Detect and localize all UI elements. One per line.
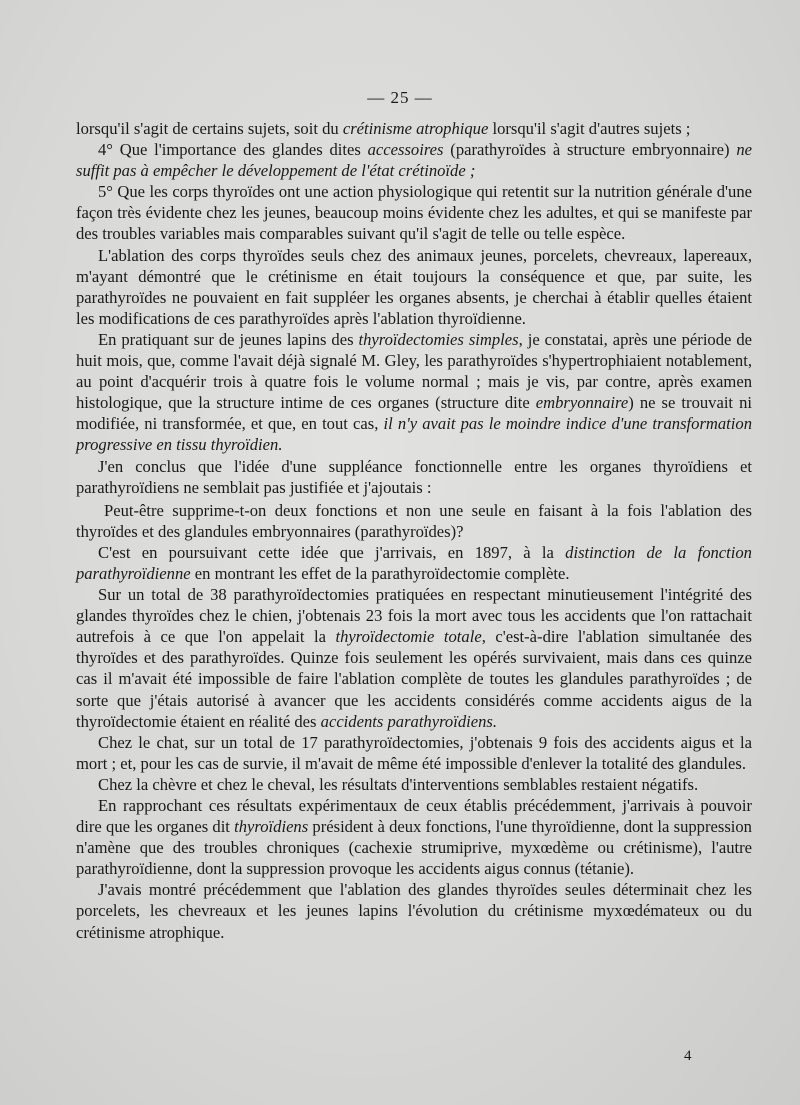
text-run: J'avais montré précédemment que l'ablation des glandes thyroïdes seules déterminait chez les porcelets, les chevreaux et les jeunes lapins l'évolution du crétinisme myxœdémateux ou du crétinisme atrophique. <box>76 880 752 942</box>
text-run: En pratiquant sur de jeunes lapins des <box>98 329 359 349</box>
paragraph <box>76 118 752 139</box>
paragraph <box>76 181 752 244</box>
text-run: , c'est-à-dire l'ablation simultanée des thyroïdes et des parathyroïdes. Quinze fois seulement les opérés survivaient, mais dans ces quinze cas il m'avait été impossible de faire l'ablation complète de toutes les glandules parathyroïdes ; de sorte que j'étais autorisé à avancer que les accidents considérés comme accidents aigus de la thyroïdectomie étaient en réalité des <box>76 627 752 731</box>
italic-text: thyroïdectomie totale <box>335 627 482 647</box>
text-run: (parathyroïdes à structure embryonnaire) <box>443 140 737 160</box>
paragraph <box>76 879 752 942</box>
italic-text: embryonnaire <box>535 393 629 413</box>
text-run: J'en conclus que l'idée d'une suppléance fonctionnelle entre les organes thyroïdiens et parathyroïdiens ne semblait pas justifiée et j'ajoutais : <box>76 456 752 497</box>
paragraph <box>76 456 752 498</box>
text-run: lorsqu'il s'agit d'autres sujets ; <box>488 119 691 138</box>
text-run: lorsqu'il s'agit de certains sujets, soit du <box>76 119 343 138</box>
page-number: — 25 — <box>367 88 433 107</box>
paragraph <box>76 795 752 879</box>
text-run: C'est en poursuivant cette idée que j'arrivais, en 1897, à la <box>98 542 566 562</box>
italic-text: crétinisme atrophique <box>342 119 489 138</box>
text-run: ) ne se trouvait ni modifiée, ni transformée, et que, en tout cas, <box>76 393 753 434</box>
text-run: Chez le chat, sur un total de 17 parathyroïdectomies, j'obtenais 9 fois des accidents aigus et la mort ; et, pour les cas de survie, il m'avait de même été impossible d'enlever la totalité des glandules. <box>76 732 752 773</box>
text-run: en montrant les effet de la parathyroïdectomie complète. <box>190 563 570 583</box>
text-run: 4° Que l'importance des glandes dites <box>98 140 368 160</box>
text-run: Peut-être supprime-t-on deux fonctions et non une seule en faisant à la fois l'ablation des thyroïdes et des glandules embryonnaires (parathyroïdes)? <box>76 500 752 541</box>
paragraph <box>76 245 752 329</box>
paragraph <box>76 774 752 795</box>
paragraph <box>76 542 752 584</box>
signature-mark: 4 <box>684 1048 692 1064</box>
paragraph <box>76 732 752 774</box>
italic-text: thyroïdectomies simples <box>358 329 519 349</box>
text-run: L'ablation des corps thyroïdes seuls chez des animaux jeunes, porcelets, chevreaux, lapereaux, m'ayant démontré que le crétinisme en était toujours la conséquence et que, par suite, les parathyroïdes ne pouvaient en fait suppléer les organes absents, je cherchai à établir quelles étaient les modifications de ces parathyroïdes après l'ablation thyroïdienne. <box>76 245 752 328</box>
italic-text: accidents parathyroïdiens. <box>320 711 498 731</box>
paragraph <box>76 139 752 181</box>
italic-text: il n'y avait pas le moindre indice d'une transformation progressive en tissu thyroïdien. <box>76 414 752 455</box>
italic-text: ne suffit pas à empêcher le développement de l'état crétinoïde ; <box>76 140 752 181</box>
text-run: Chez la chèvre et chez le cheval, les résultats d'interventions semblables restaient négatifs. <box>98 774 699 794</box>
italic-text: distinction de la fonction parathyroïdienne <box>76 542 752 583</box>
paragraph <box>76 584 752 732</box>
text-run: Sur un total de 38 parathyroïdectomies pratiquées en respectant minutieusement l'intégrité des glandes thyroïdes chez le chien, j'obtenais 23 fois la mort avec tous les accidents que l'on rattachait autrefois à ce que l'on appelait la <box>76 585 752 647</box>
text-run: , je constatai, après une période de huit mois, que, comme l'avait déjà signalé M. Gley, les parathyroïdes s'hypertrophiaient notablement, au point d'acquérir trois à quatre fois le volume normal ; mais je vis, par contre, après examen histologique, que la structure intime de ces organes (structure dite <box>76 329 753 413</box>
paragraph <box>76 500 752 542</box>
text-run: président à deux fonctions, l'une thyroïdienne, dont la suppression n'amène que des troubles chroniques (cachexie strumiprive, myxœdème ou crétinisme), l'autre parathyroïdienne, dont la suppression provoque les accidents aigus connus (tétanie). <box>76 817 752 879</box>
text-run: En rapprochant ces résultats expérimentaux de ceux établis précédemment, j'arrivais à pouvoir dire que les organes dit <box>76 796 752 837</box>
text-run: 5° Que les corps thyroïdes ont une action physiologique qui retentit sur la nutrition générale d'une façon très évidente chez les jeunes, beaucoup moins évidente chez les adultes, et qui se manifeste par des troubles variables mais comparables suivant qu'il s'agit de telle ou telle espèce. <box>76 182 752 244</box>
paragraph <box>76 329 752 456</box>
italic-text: thyroïdiens <box>234 817 309 837</box>
italic-text: accessoires <box>367 140 444 160</box>
body-text <box>76 118 752 943</box>
